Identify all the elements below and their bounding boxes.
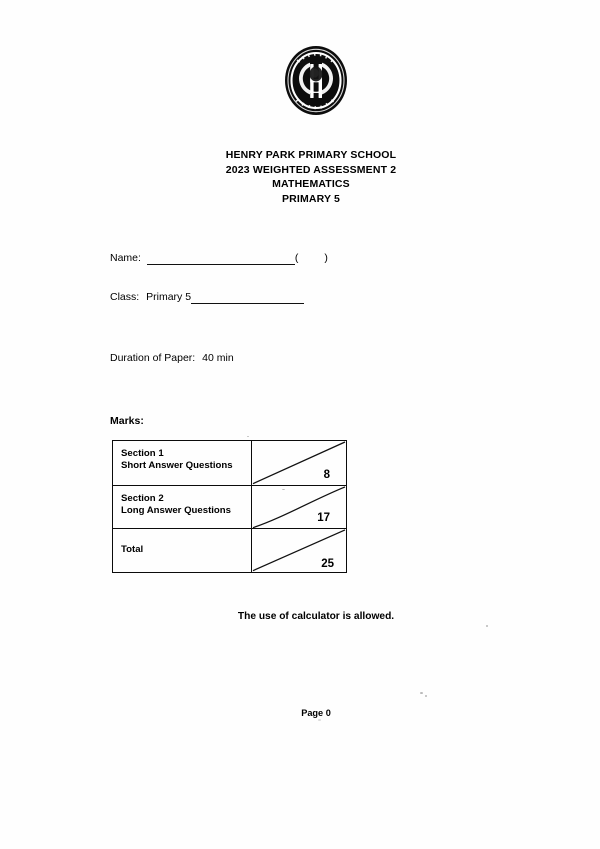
table-row (113, 485, 346, 529)
marks-label: Marks: (110, 415, 144, 427)
class-input-rule[interactable] (191, 293, 304, 304)
page-footer (0, 708, 600, 718)
index-number-field[interactable] (295, 252, 328, 265)
marks-score-cell[interactable] (252, 441, 346, 485)
page-number: Page 0 (301, 708, 331, 718)
school-name: HENRY PARK PRIMARY SCHOOL (225, 149, 397, 161)
section-name: Section 1 (121, 448, 164, 459)
assessment-title: 2023 WEIGHTED ASSESSMENT 2 (225, 163, 397, 176)
marks-score-value: 17 (317, 512, 330, 525)
section-description: Short Answer Questions (121, 460, 233, 472)
table-row (113, 528, 346, 572)
marks-score-value: 8 (323, 468, 330, 481)
subject-title: MATHEMATICS (272, 178, 350, 191)
scan-speckle (318, 719, 321, 721)
marks-row-description (113, 441, 252, 485)
class-field-row (110, 291, 304, 304)
exam-header (0, 148, 600, 206)
diagonal-rule (252, 441, 346, 485)
section-description: Long Answer Questions (121, 505, 231, 517)
name-field-row (110, 252, 328, 265)
duration-value: 40 min (202, 352, 234, 364)
scan-speckle (486, 625, 488, 627)
class-value: Primary 5 (146, 291, 192, 303)
scan-speckle (420, 692, 423, 694)
name-input-rule[interactable] (147, 254, 295, 265)
calculator-note (0, 611, 600, 622)
diagonal-rule (252, 486, 346, 529)
duration-label: Duration of Paper: (110, 352, 196, 364)
marks-score-cell[interactable] (252, 529, 346, 572)
marks-row-description (113, 486, 252, 529)
marks-row-description (113, 529, 252, 572)
index-open-paren: ( (294, 252, 299, 264)
index-close-paren: ) (324, 252, 328, 264)
class-label: Class: (110, 291, 140, 303)
marks-score-cell[interactable] (252, 486, 346, 529)
level-title: PRIMARY 5 (282, 192, 340, 205)
duration-row (110, 352, 234, 365)
school-crest-icon (283, 45, 349, 116)
section-name: Total (121, 544, 144, 556)
table-row (113, 441, 346, 485)
marks-score-value: 25 (321, 557, 334, 570)
section-name: Section 2 (121, 492, 164, 504)
scan-speckle (425, 695, 427, 697)
scan-speckle (247, 436, 249, 437)
name-label: Name: (110, 252, 141, 264)
marks-table (112, 440, 347, 573)
calculator-note-text: The use of calculator is allowed. (237, 611, 395, 622)
